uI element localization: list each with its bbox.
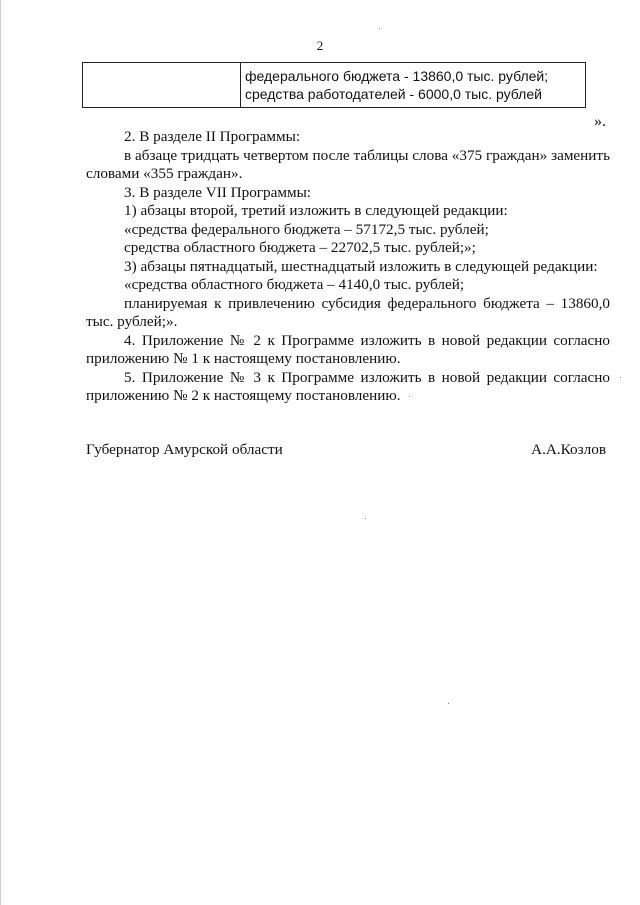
scan-speck xyxy=(620,377,621,378)
table-cell-line-employers: средства работодателей - 6000,0 тыс. рублей xyxy=(245,86,542,102)
signatory-name: А.А.Козлов xyxy=(531,441,606,458)
signatory-position: Губернатор Амурской области xyxy=(86,441,283,458)
paragraph-section-7: 3. В разделе VII Программы: xyxy=(124,183,312,201)
paragraph-item-3: 3) абзацы пятнадцатый, шестнадцатый изложить в следующей редакции: xyxy=(124,257,598,275)
table-column-divider xyxy=(240,63,241,107)
table-cell-funding xyxy=(245,67,548,103)
scan-speck xyxy=(365,518,366,519)
paragraph-item-1: 1) абзацы второй, третий изложить в следующей редакции: xyxy=(124,202,508,219)
paragraph-appendix-2: 4. Приложение № 2 к Программе изложить в новой редакции согласно приложению № 1 к настоящему постановлению. xyxy=(86,331,610,367)
paragraph-section-2-change: в абзаце тридцать четвертом после таблицы слова «375 граждан» заменить словами «355 граждан». xyxy=(86,146,610,182)
scan-speck xyxy=(448,703,449,704)
table-cell-line-federal: федерального бюджета - 13860,0 тыс. рублей; xyxy=(245,68,549,84)
paragraph-regional-budget-2: «средства областного бюджета – 4140,0 тыс. рублей; xyxy=(124,276,465,293)
paragraph-federal-subsidy: планируемая к привлечению субсидия федерального бюджета – 13860,0 тыс. рублей;». xyxy=(86,294,610,330)
scan-speck xyxy=(379,28,380,29)
paragraph-federal-budget: «средства федерального бюджета – 57172,5 тыс. рублей; xyxy=(124,220,489,238)
scan-speck xyxy=(409,396,410,397)
page-number: 2 xyxy=(316,38,324,53)
scan-edge-line xyxy=(0,0,1,905)
funding-table-fragment xyxy=(82,62,586,108)
document-body xyxy=(86,128,610,406)
paragraph-regional-budget: средства областного бюджета – 22702,5 тыс. рублей;»; xyxy=(124,239,476,256)
closing-quote: ». xyxy=(594,113,606,130)
paragraph-section-2: 2. В разделе II Программы: xyxy=(124,128,301,145)
paragraph-appendix-3: 5. Приложение № 3 к Программе изложить в новой редакции согласно приложению № 2 к настоящему постановлению. xyxy=(86,368,610,404)
